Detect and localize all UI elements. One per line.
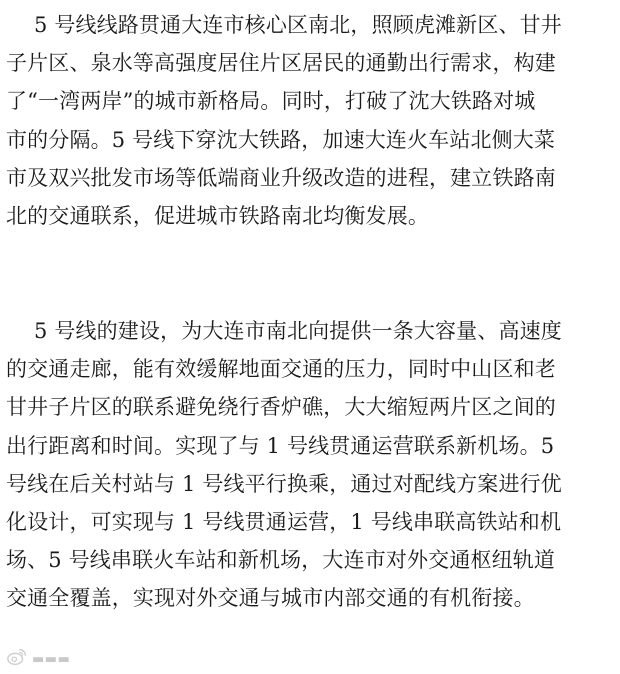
- paragraph-line: 号线在后关村站与 1 号线平行换乘，通过对配线方案进行优: [6, 471, 562, 496]
- paragraph-line: 5 号线线路贯通大连市核心区南北，照顾虎滩新区、甘井: [34, 13, 562, 37]
- paragraph-line: 甘井子片区的联系避免绕行香炉礁，大大缩短两片区之间的: [6, 395, 556, 420]
- paragraph-line: 北的交通联系，促进城市铁路南北均衡发展。: [6, 203, 429, 228]
- paragraph-2: [0, 312, 620, 618]
- paragraph-line: 5 号线的建设，为大连市南北向提供一条大容量、高速度: [34, 319, 562, 343]
- paragraph-line: 交通全覆盖，实现对外交通与城市内部交通的有机衔接。: [6, 586, 535, 611]
- watermark: [6, 648, 70, 670]
- paragraph-1: [0, 6, 620, 235]
- paragraph-line: 化设计，可实现与 1 号线贯通运营，1 号线串联高铁站和机: [6, 509, 562, 534]
- paragraph-line: 的交通走廊，能有效缓解地面交通的压力，同时中山区和老: [6, 357, 556, 382]
- paragraph-line: 子片区、泉水等高强度居住片区居民的通勤出行需求，构建: [6, 51, 556, 76]
- paragraph-line: 场、5 号线串联火车站和新机场，大连市对外交通枢纽轨道: [6, 548, 556, 573]
- paragraph-line: 了“一湾两岸”的城市新格局。同时，打破了沈大铁路对城: [6, 89, 536, 114]
- paragraph-line: 市及双兴批发市场等低端商业升级改造的进程，建立铁路南: [6, 165, 556, 190]
- watermark-text: ▬▬▬: [32, 651, 71, 667]
- paragraph-line: 市的分隔。5 号线下穿沈大铁路，加速大连火车站北侧大菜: [6, 127, 556, 152]
- paragraph-line: 出行距离和时间。实现了与 1 号线贯通运营联系新机场。5: [6, 433, 555, 458]
- weibo-logo-icon: [6, 646, 28, 672]
